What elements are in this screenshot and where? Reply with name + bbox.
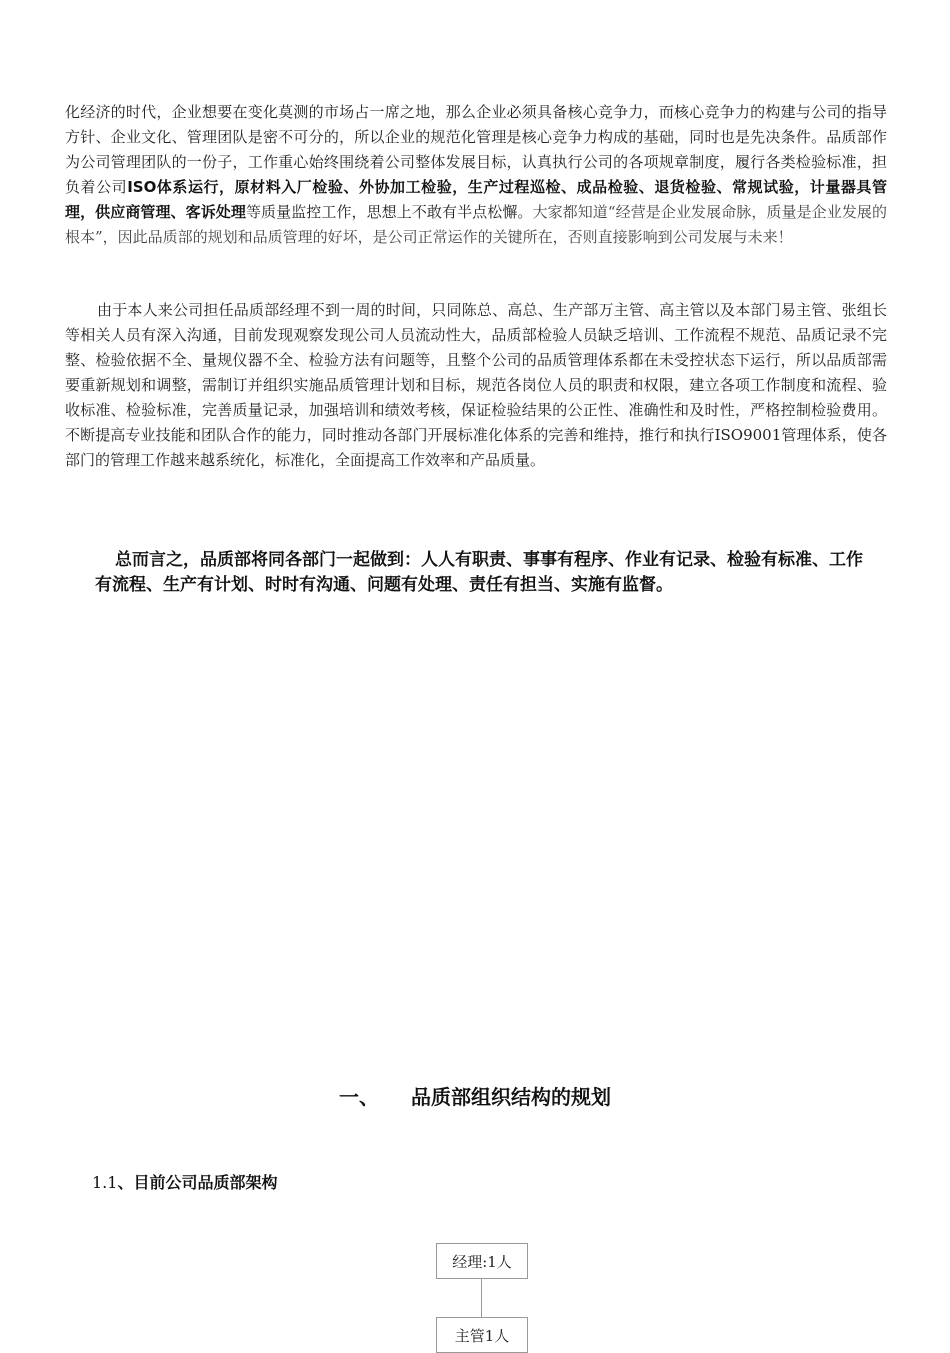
- section-title: 品质部组织结构的规划: [411, 1085, 611, 1109]
- subsection-heading: [92, 1170, 277, 1193]
- intro-text-a: 化经济的时代，企业想要在变化莫测的市场占一席之地，那么企业必须具备核心竞争力，而核心竞争力的构建与公司的指导方针、企业文化、管理团队是密不可分的，所以企业的规范化管理是核心竞争力构成的基础，同时也是先决条件。品质部作为公司管理团队的一份子，工作重心始终围绕着公司整体发展目标，认真执行公司的各项规章制度，履行各类检验标准，担负着公司: [65, 103, 887, 196]
- intro-bold-duties: ISO体系运行，原材料入厂检验、外协加工检验，生产过程巡检、成品检验、退货检验、常规试验，计量器具管理，供应商管理、客诉处理: [65, 178, 887, 221]
- intro-paragraph: [65, 100, 887, 250]
- section-number: 一、: [339, 1085, 379, 1109]
- intro-text-b: 等质量监控工作，思想上不敢有半点松懈。: [245, 203, 533, 221]
- section-heading: [0, 1081, 950, 1110]
- org-node-supervisor: 主管1人: [436, 1317, 528, 1353]
- subsection-title: 、目前公司品质部架构: [117, 1173, 278, 1192]
- situation-paragraph: 由于本人来公司担任品质部经理不到一周的时间，只同陈总、高总、生产部万主管、高主管以及本部门易主管、张组长等相关人员有深入沟通，目前发现观察发现公司人员流动性大，品质部检验人员缺乏培训、工作流程不规范、品质记录不完整、检验依据不全、量规仪器不全、检验方法有问题等，且整个公司的品质管理体系都在未受控状态下运行，所以品质部需要重新规划和调整，需制订并组织实施品质管理计划和目标，规范各岗位人员的职责和权限，建立各项工作制度和流程、验收标准、检验标准，完善质量记录，加强培训和绩效考核，保证检验结果的公正性、准确性和及时性，严格控制检验费用。不断提高专业技能和团队合作的能力，同时推动各部门开展标准化体系的完善和维持，推行和执行ISO9001管理体系，使各部门的管理工作越来越系统化，标准化，全面提高工作效率和产品质量。: [65, 301, 887, 469]
- org-node-manager: 经理:1人: [436, 1243, 528, 1279]
- subsection-number: 1.1: [92, 1173, 118, 1192]
- intro-text-c: 大家都知道“经营是企业发展命脉，质量是企业发展的根本”，因此品质部的规划和品质管理的好坏，是公司正常运作的关键所在，否则直接影响到公司发展与未来！: [65, 203, 887, 246]
- org-connector-line: [481, 1279, 482, 1317]
- summary-paragraph: 总而言之，品质部将同各部门一起做到：人人有职责、事事有程序、作业有记录、检验有标准、工作有流程、生产有计划、时时有沟通、问题有处理、责任有担当、实施有监督。: [95, 550, 863, 595]
